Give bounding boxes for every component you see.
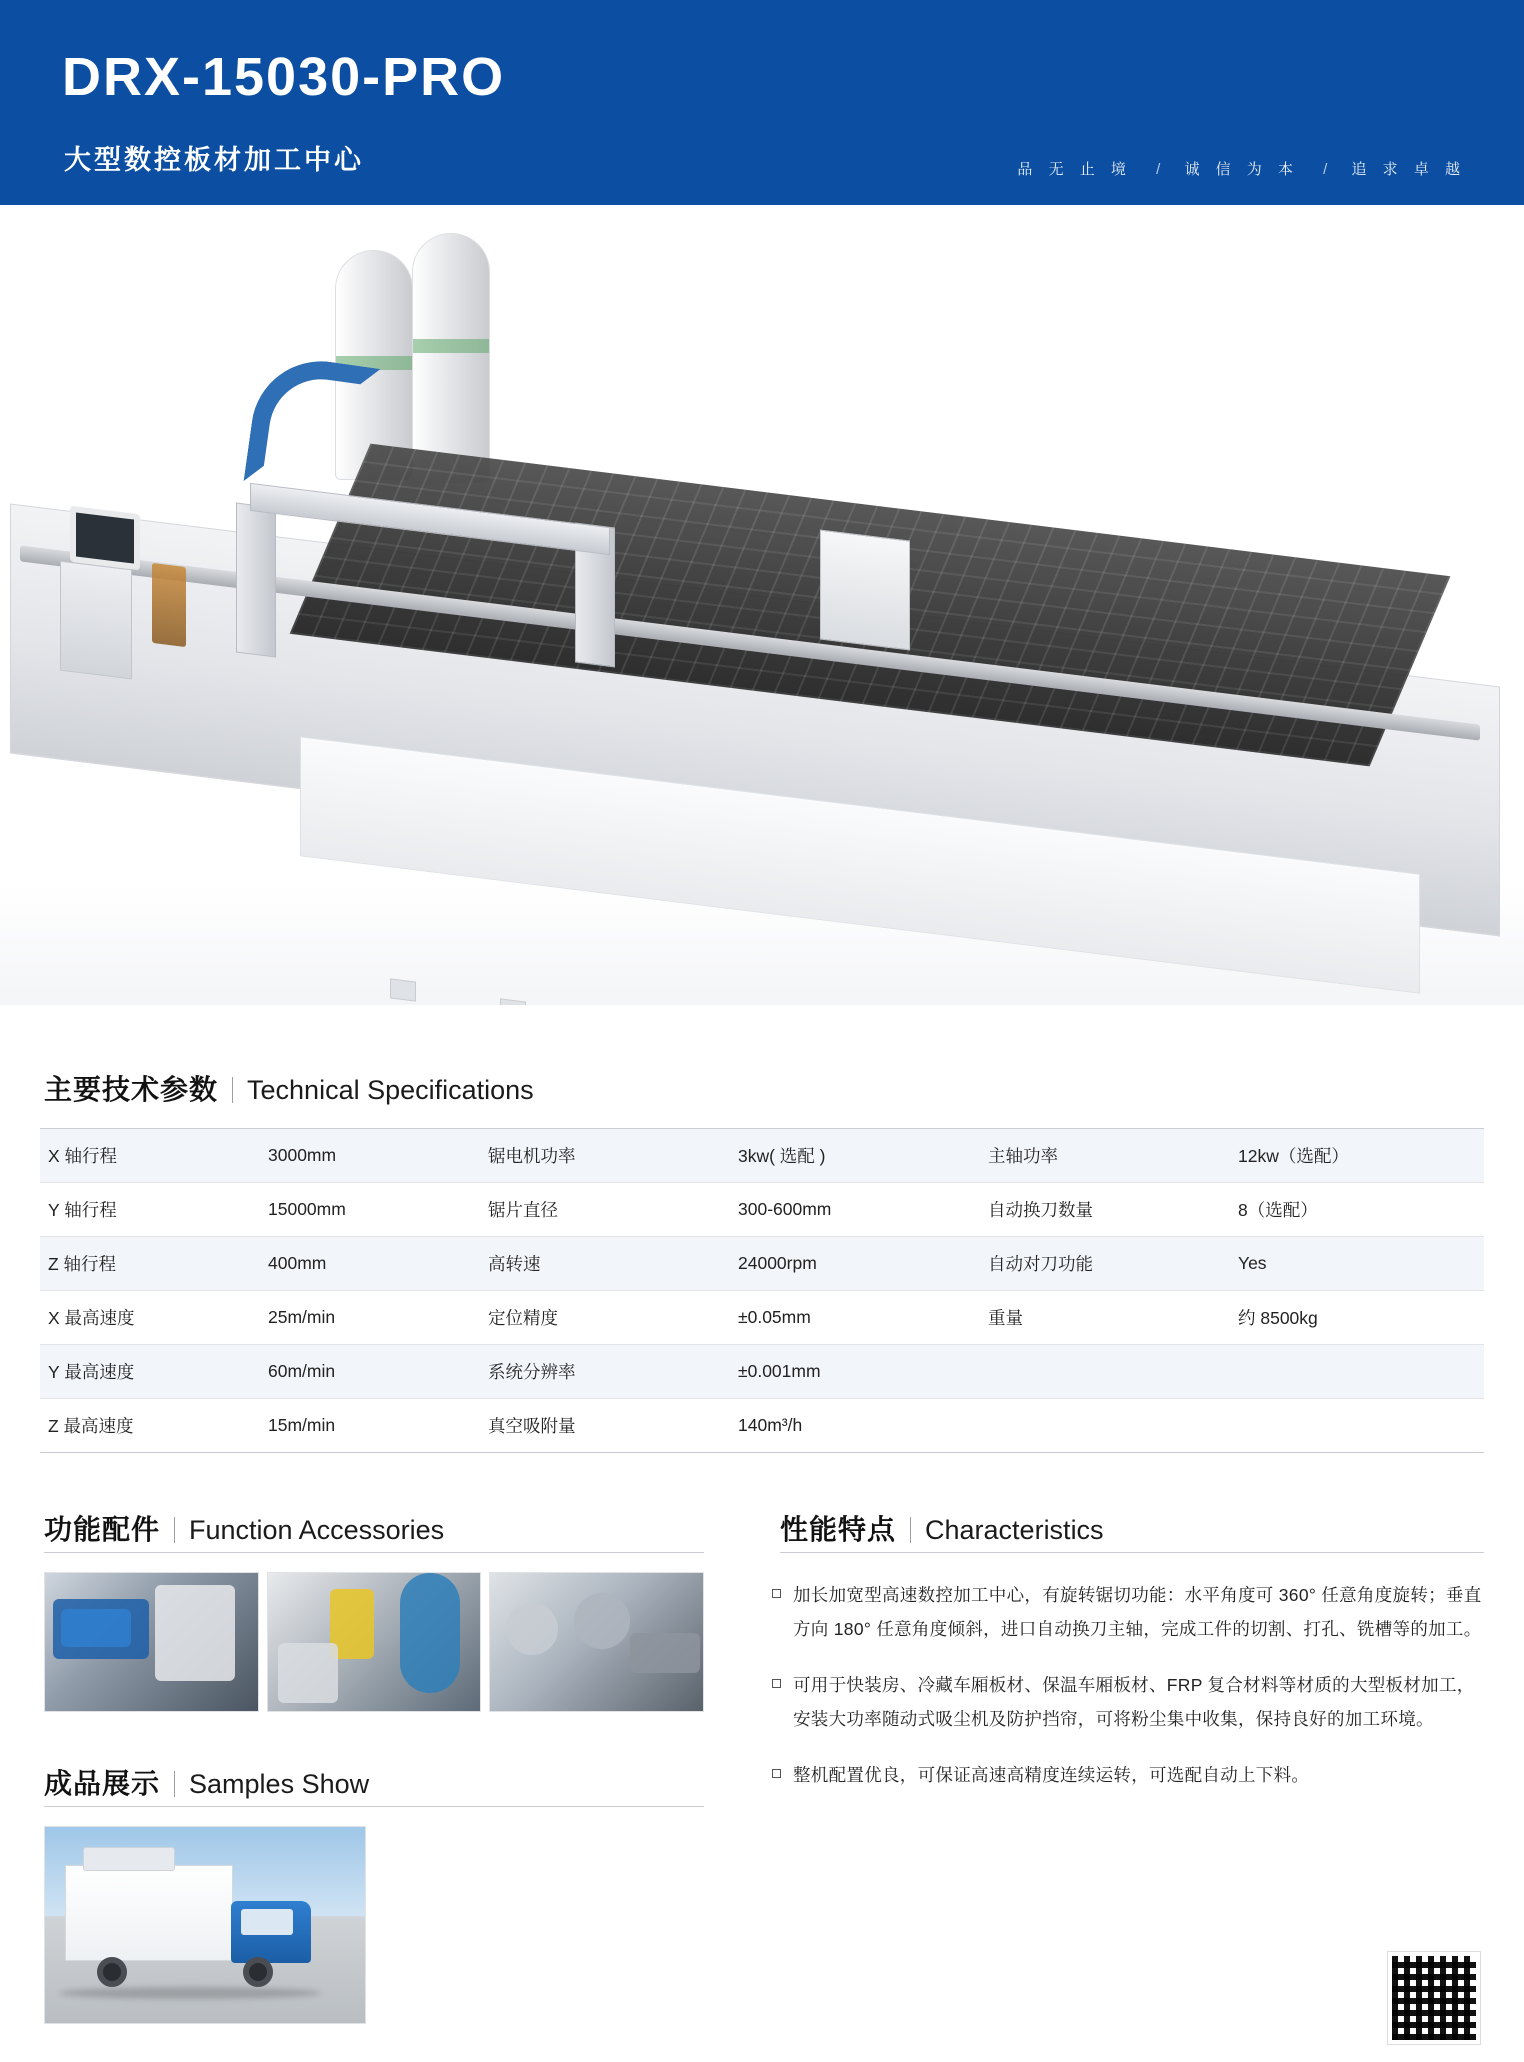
spec-label: 系统分辨率 <box>488 1362 576 1382</box>
specs-heading-cn: 主要技术参数 <box>44 1074 219 1105</box>
slogan-part-1: 品 无 止 境 <box>1017 161 1132 178</box>
heading-divider <box>910 1517 911 1543</box>
spec-label: 锯片直径 <box>488 1200 558 1220</box>
table-row <box>40 1237 1484 1291</box>
spec-label: 真空吸附量 <box>488 1416 576 1436</box>
table-row <box>40 1345 1484 1399</box>
support-foot <box>390 978 416 1001</box>
spec-label: 重量 <box>988 1308 1023 1328</box>
heading-divider <box>174 1517 175 1543</box>
spec-value: 15000mm <box>268 1199 346 1219</box>
cnc-control-screen <box>70 506 140 571</box>
accessory-image-tool-changer <box>489 1572 704 1712</box>
operator-console-stand <box>60 561 132 680</box>
spec-value: 300-600mm <box>738 1199 832 1219</box>
spec-label: Z 最高速度 <box>48 1416 134 1436</box>
accessories-heading-rule <box>44 1552 704 1553</box>
product-title: DRX-15030-PRO <box>62 47 506 107</box>
specs-heading-en: Technical Specifications <box>247 1075 534 1105</box>
spec-value: 12kw（选配） <box>1238 1146 1349 1166</box>
truck-shadow <box>59 1987 321 1999</box>
spec-label: 自动对刀功能 <box>988 1254 1093 1274</box>
characteristic-text: 整机配置优良，可保证高速高精度连续运转，可选配自动上下料。 <box>793 1765 1310 1785</box>
spec-label: X 最高速度 <box>48 1308 135 1328</box>
spec-value: 15m/min <box>268 1415 336 1435</box>
spec-value: 3000mm <box>268 1145 337 1165</box>
spec-label: 自动换刀数量 <box>988 1200 1093 1220</box>
gantry-column-left <box>236 503 276 658</box>
slogan-part-3: 追 求 卓 越 <box>1351 161 1466 178</box>
spec-value: 400mm <box>268 1253 327 1273</box>
spec-value: 3kw( 选配 ) <box>738 1146 826 1166</box>
characteristics-list <box>772 1578 1484 1814</box>
list-item <box>772 1578 1484 1646</box>
truck-window <box>241 1909 293 1935</box>
heading-divider <box>232 1077 233 1103</box>
accessories-image-strip <box>44 1572 704 1712</box>
square-bullet-icon <box>772 1679 781 1688</box>
samples-heading-cn: 成品展示 <box>44 1768 161 1799</box>
characteristic-text: 加长加宽型高速数控加工中心，有旋转锯切功能：水平角度可 360° 任意角度旋转；垂直方向 180° 任意角度倾斜，进口自动换刀主轴，完成工件的切割、打孔、铣槽等的加工。 <box>793 1585 1482 1639</box>
accessory-image-spindle-head <box>267 1572 482 1712</box>
page-header <box>0 0 1524 205</box>
characteristics-heading-rule <box>780 1552 1484 1553</box>
square-bullet-icon <box>772 1589 781 1598</box>
samples-heading-en: Samples Show <box>189 1769 370 1799</box>
spec-value: 8（选配） <box>1238 1200 1318 1220</box>
slogan-part-2: 诚 信 为 本 <box>1184 161 1299 178</box>
table-row <box>40 1183 1484 1237</box>
slogan-separator-1: / <box>1156 161 1161 178</box>
truck-wheel <box>97 1957 127 1987</box>
tool-holder-shape <box>506 1603 558 1655</box>
qr-code-icon <box>1388 1952 1480 2044</box>
company-slogan <box>1017 158 1466 179</box>
accessories-section-heading <box>44 1508 444 1548</box>
refrigeration-unit <box>83 1847 175 1871</box>
accessory-image-control-panel <box>44 1572 259 1712</box>
hero-machine-image <box>0 205 1524 1005</box>
spec-label: Z 轴行程 <box>48 1254 117 1274</box>
specs-section-heading <box>44 1068 534 1108</box>
spec-value: 60m/min <box>268 1361 336 1381</box>
accessories-heading-en: Function Accessories <box>189 1515 445 1545</box>
truck-wheel <box>243 1957 273 1987</box>
spec-value <box>1230 1345 1484 1399</box>
square-bullet-icon <box>772 1769 781 1778</box>
dust-bag-band <box>413 339 489 353</box>
panel-screen-shape <box>61 1609 131 1647</box>
spec-label <box>980 1345 1230 1399</box>
electrical-cabinet <box>820 529 910 650</box>
dust-collector-bag-right <box>412 233 490 483</box>
spec-label <box>980 1399 1230 1453</box>
spec-value: 25m/min <box>268 1307 336 1327</box>
characteristics-heading-en: Characteristics <box>925 1515 1104 1545</box>
product-subtitle: 大型数控板材加工中心 <box>64 145 364 175</box>
suction-hose-shape <box>400 1573 460 1693</box>
table-shape <box>278 1643 338 1703</box>
spec-value: Yes <box>1238 1253 1267 1273</box>
characteristic-text: 可用于快装房、冷藏车厢板材、保温车厢板材、FRP 复合材料等材质的大型板材加工，安装大功率随动式吸尘机及防护挡帘，可将粉尘集中收集，保持良好的加工环境。 <box>793 1675 1475 1729</box>
spec-value <box>1230 1399 1484 1453</box>
tool-magazine-shape <box>630 1633 700 1673</box>
spec-label: Y 轴行程 <box>48 1200 117 1220</box>
list-item <box>772 1758 1484 1792</box>
characteristics-heading-cn: 性能特点 <box>780 1514 897 1545</box>
slogan-separator-2: / <box>1323 161 1328 178</box>
tool-holder-shape <box>574 1593 630 1649</box>
table-row <box>40 1129 1484 1183</box>
samples-section-heading <box>44 1762 369 1802</box>
spec-label: X 轴行程 <box>48 1146 118 1166</box>
heading-divider <box>174 1771 175 1797</box>
spec-value: 140m³/h <box>738 1415 803 1435</box>
spec-value: ±0.001mm <box>738 1361 821 1381</box>
spec-label: 主轴功率 <box>988 1146 1058 1166</box>
spec-label: 高转速 <box>488 1254 541 1274</box>
spec-label: 锯电机功率 <box>488 1146 576 1166</box>
machine-frame-shape <box>155 1585 235 1681</box>
accessories-heading-cn: 功能配件 <box>44 1514 161 1545</box>
technical-specifications-table <box>40 1128 1484 1453</box>
samples-heading-rule <box>44 1806 704 1807</box>
spec-label: 定位精度 <box>488 1308 558 1328</box>
protective-curtain <box>152 563 186 647</box>
spec-label: Y 最高速度 <box>48 1362 135 1382</box>
table-row <box>40 1291 1484 1345</box>
truck-box-body <box>65 1865 233 1961</box>
spec-value: 24000rpm <box>738 1253 817 1273</box>
characteristics-section-heading <box>780 1508 1104 1548</box>
sample-image-refrigerated-truck <box>44 1826 366 2024</box>
spec-value: ±0.05mm <box>738 1307 811 1327</box>
spec-value: 约 8500kg <box>1238 1308 1318 1328</box>
table-row <box>40 1399 1484 1453</box>
list-item <box>772 1668 1484 1736</box>
